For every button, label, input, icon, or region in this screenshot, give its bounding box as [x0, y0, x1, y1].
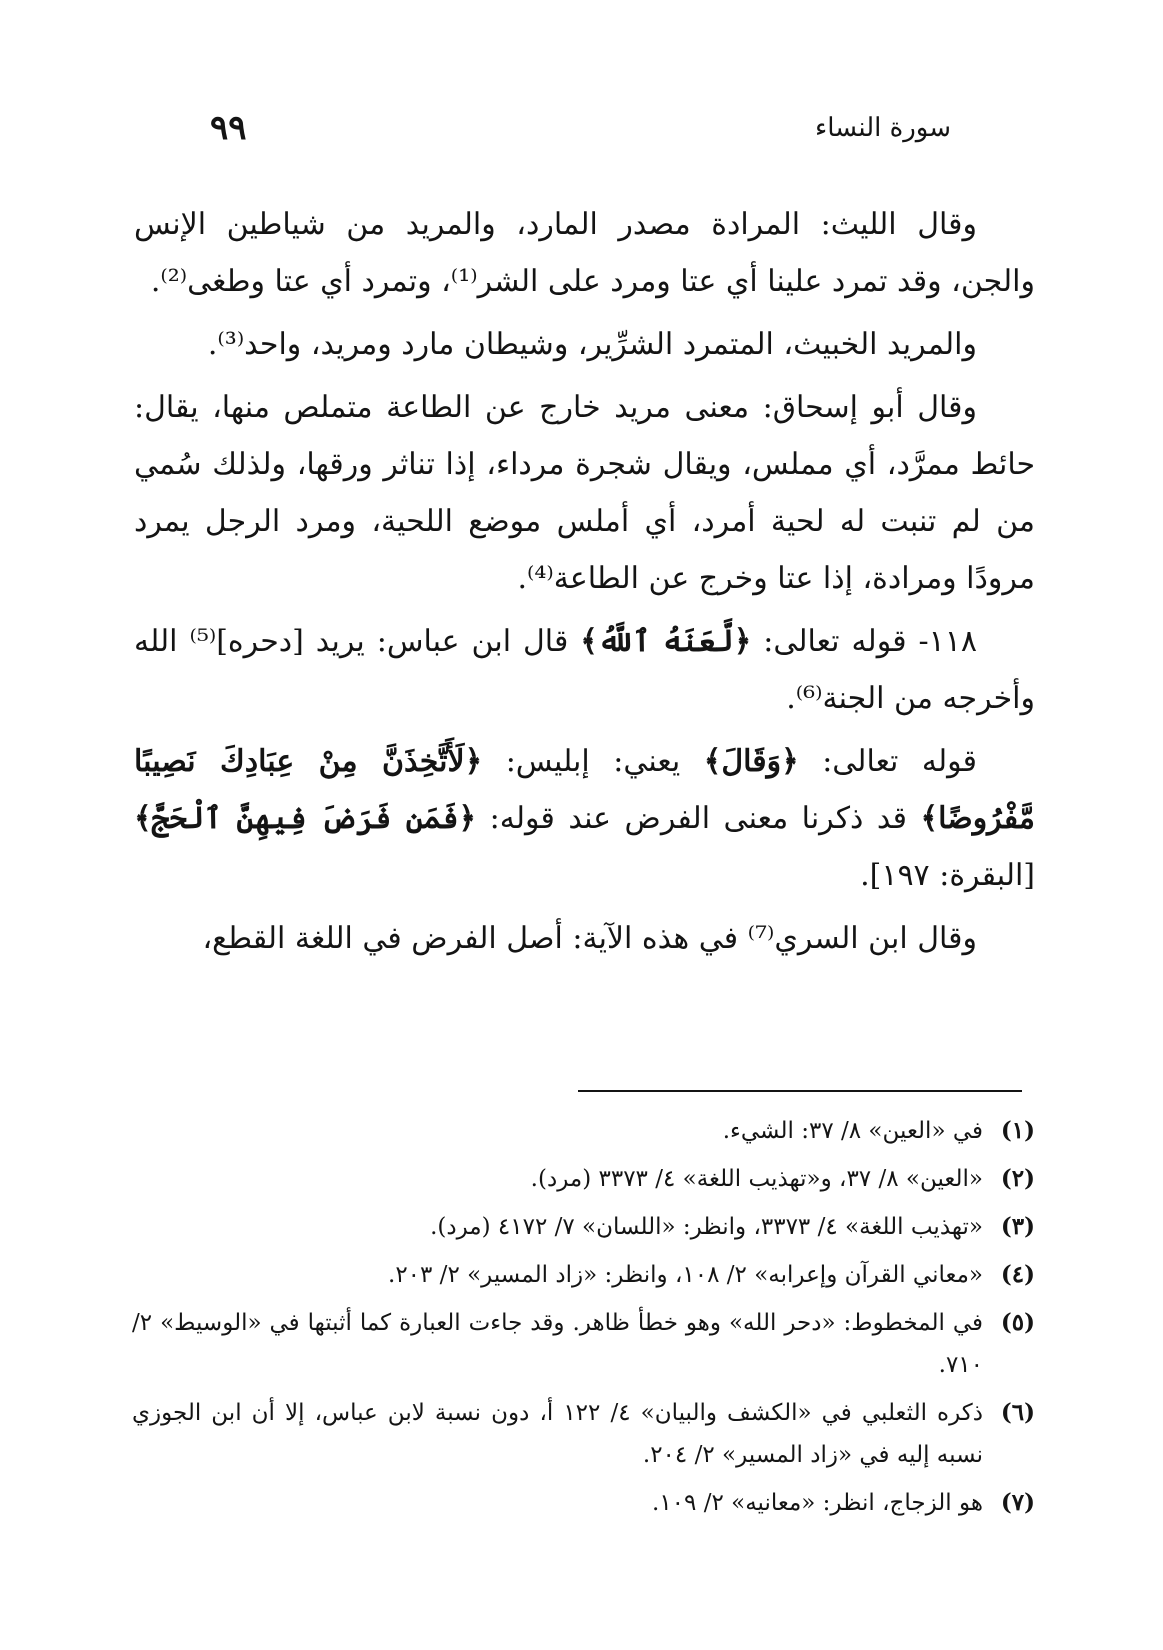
footnote-text: ذكره الثعلبي في «الكشف والبيان» ٤/ ١٢٢ أ، دون نسبة لابن عباس، إلا أن ابن الجوزي نسبه إليه في «زاد المسير» ٢/ ٢٠٤. — [132, 1400, 983, 1468]
surah-title: سورة النساء — [815, 113, 951, 143]
footnote-5 — [132, 1302, 1035, 1386]
paragraph-wa-qala — [134, 733, 1035, 904]
footnote-text: «تهذيب اللغة» ٤/ ٣٣٧٣، وانظر: «اللسان» ٧/ ٤١٧٢ (مرد). — [430, 1214, 983, 1240]
wa-qala-intro: قوله تعالى: — [798, 744, 977, 779]
paragraph-ibn-al-sari: وقال ابن السري⁽⁷⁾ في هذه الآية: أصل الفرض في اللغة القطع، — [202, 921, 977, 956]
footnote-separator — [578, 1090, 1022, 1092]
footnote-text: «العين» ٨/ ٣٧، و«تهذيب اللغة» ٤/ ٣٣٧٣ (مرد). — [530, 1166, 983, 1192]
verse-118-intro: ١١٨- قوله تعالى: — [751, 624, 977, 659]
footnote-number: (٢) — [1000, 1165, 1035, 1192]
baqara-reference: [البقرة: ١٩٧]. — [860, 858, 1035, 893]
main-text — [134, 196, 1035, 973]
footnote-2 — [132, 1158, 1035, 1200]
quran-quote-laanahu: ﴿لَّعَنَهُ ٱللَّهُ﴾ — [580, 624, 752, 659]
paragraph-verse-118 — [134, 613, 1035, 727]
footnote-text: هو الزجاج، انظر: «معانيه» ٢/ ١٠٩. — [652, 1490, 983, 1516]
footnote-4 — [132, 1254, 1035, 1296]
footnote-number: (٧) — [1000, 1489, 1035, 1516]
footnote-3 — [132, 1206, 1035, 1248]
wa-qala-fard: قد ذكرنا معنى الفرض عند قوله: — [476, 801, 921, 836]
quran-quote-la-attakhidhanna: ﴿لَأَتَّخِذَنَّ مِنْ عِبَادِكَ نَصِيبًا مَّفْرُوضًا﴾ — [134, 744, 1035, 836]
footnote-number: (١) — [1000, 1117, 1035, 1144]
footnote-6 — [132, 1392, 1035, 1476]
paragraph-layth: وقال الليث: المرادة مصدر المارد، والمريد من شياطين الإنس والجن، وقد تمرد علينا أي عتا ومرد على الشر⁽¹⁾، وتمرد أي عتا وطغى⁽²⁾. — [134, 207, 1035, 299]
footnote-number: (٣) — [1000, 1213, 1035, 1240]
paragraph-abu-ishaq: وقال أبو إسحاق: معنى مريد خارج عن الطاعة متملص منها، يقال: حائط ممرَّد، أي مملس، ويقال شجرة مرداء، إذا تناثر ورقها، ولذلك سُمي من لم تنبت له لحية أمرد، أي أملس موضع اللحية، ومرد الرجل يمرد مرودًا ومرادة، إذا عتا وخرج عن الطاعة⁽⁴⁾. — [134, 390, 1035, 596]
footnote-number: (٥) — [1000, 1309, 1035, 1336]
page-header — [210, 108, 951, 148]
quran-quote-faman-farada: ﴿فَمَن فَرَضَ فِيهِنَّ ٱلْحَجَّ﴾ — [134, 801, 477, 836]
verse-118-commentary: قال ابن عباس: يريد [دحره]⁽⁵⁾ الله وأخرجه من الجنة⁽⁶⁾. — [134, 624, 1035, 716]
footnote-7 — [132, 1482, 1035, 1524]
footnote-number: (٦) — [1000, 1399, 1035, 1426]
paragraph-murid: والمريد الخبيث، المتمرد الشرِّير، وشيطان مارد ومريد، واحد⁽³⁾. — [207, 327, 977, 362]
footnote-text: في المخطوط: «دحر الله» وهو خطأ ظاهر. وقد جاءت العبارة كما أثبتها في «الوسيط» ٢/ ٧١٠. — [132, 1310, 983, 1378]
page-number: ٩٩ — [210, 108, 247, 148]
footnote-text: في «العين» ٨/ ٣٧: الشيء. — [722, 1118, 983, 1144]
footnotes — [132, 1110, 1035, 1530]
quran-quote-wa-qala: ﴿وَقَالَ﴾ — [703, 744, 799, 779]
wa-qala-iblis: يعني: إبليس: — [482, 744, 704, 779]
footnote-number: (٤) — [1000, 1261, 1035, 1288]
footnote-1 — [132, 1110, 1035, 1152]
footnote-text: «معاني القرآن وإعرابه» ٢/ ١٠٨، وانظر: «زاد المسير» ٢/ ٢٠٣. — [388, 1262, 983, 1288]
